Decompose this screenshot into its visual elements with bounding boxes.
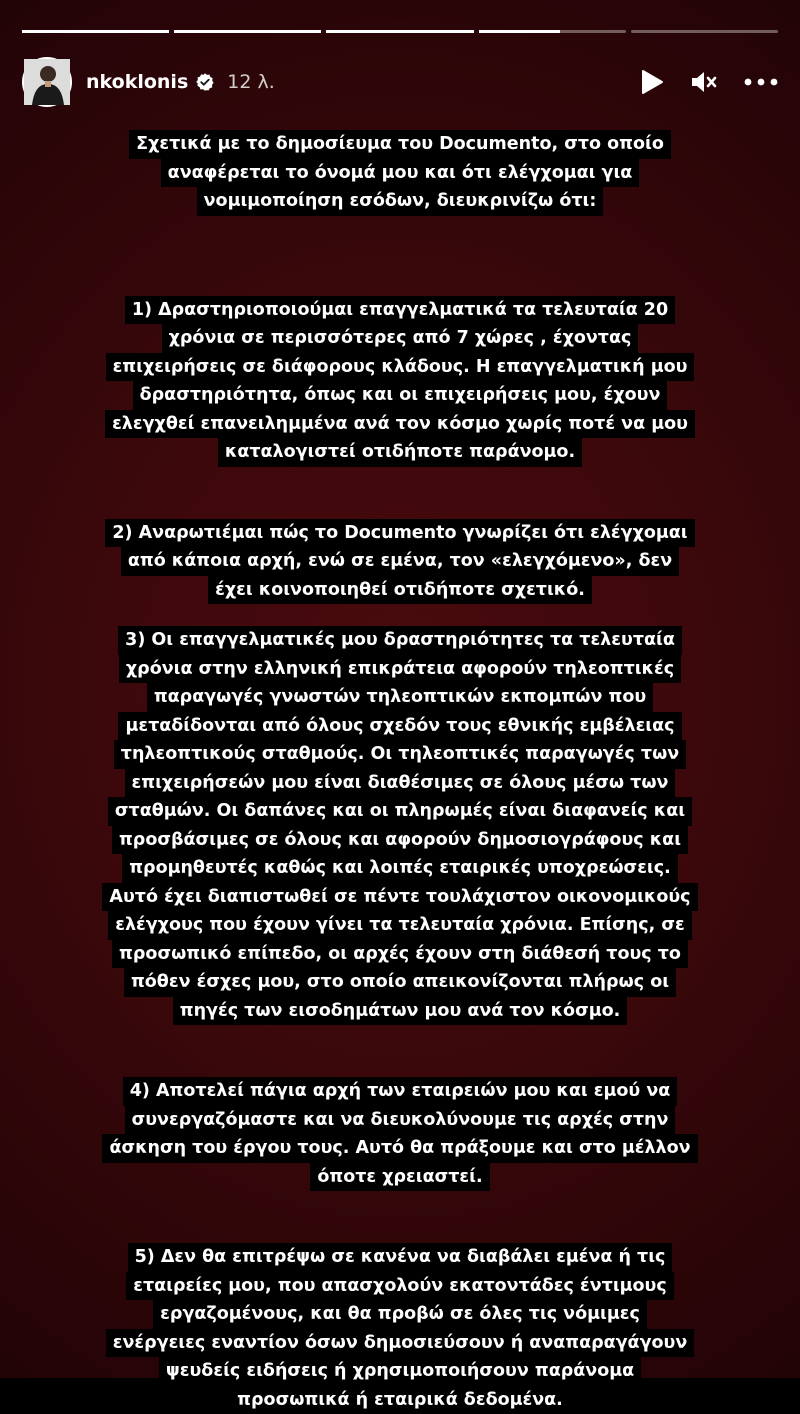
text-line: προσβάσιμες σε όλους και αφορούν δημοσιογράφους και xyxy=(112,826,688,855)
text-line: όποτε χρειαστεί. xyxy=(310,1163,489,1192)
paragraph-4 xyxy=(40,1077,760,1191)
text-line: ενέργειες εναντίον όσων δημοσιεύσουν ή αναπαραγάγουν xyxy=(106,1329,695,1358)
play-button[interactable] xyxy=(640,69,664,95)
text-line: επιχειρήσεών μου είναι διαθέσιμες σε όλους μέσω των xyxy=(125,769,676,798)
progress-segment xyxy=(326,30,473,33)
text-line: συνεργαζόμαστε και να διευκολύνουμε τις αρχές στην xyxy=(125,1106,676,1135)
text-line: εργαζομένους, και θα προβώ σε όλες τις νόμιμες xyxy=(153,1300,647,1329)
mute-button[interactable] xyxy=(690,69,718,95)
text-line: προσωπικό επίπεδο, οι αρχές έχουν στη διάθεσή τους το xyxy=(112,940,688,969)
paragraph-5 xyxy=(40,1243,760,1414)
text-line: μεταδίδονται από όλους σχεδόν τους εθνικής εμβέλειας xyxy=(118,712,681,741)
text-line: πόθεν έσχες μου, στο οποίο απεικονίζονται πλήρως οι xyxy=(124,968,676,997)
text-line: χρόνια σε περισσότερες από 7 χώρες , έχοντας xyxy=(162,324,639,353)
text-line: νομιμοποίηση εσόδων, διευκρινίζω ότι: xyxy=(197,187,604,216)
paragraph-intro xyxy=(40,130,760,216)
text-line: 3) Οι επαγγελματικές μου δραστηριότητες τα τελευταία xyxy=(118,626,682,655)
statement-text xyxy=(40,126,760,1414)
text-line: ψευδείς ειδήσεις ή χρησιμοποιήσουν παράνομα xyxy=(159,1357,641,1386)
text-line: προμηθευτές καθώς και λοιπές εταιρικές υποχρεώσεις. xyxy=(122,854,678,883)
text-line: δραστηριότητα, όπως και οι επιχειρήσεις μου, έχουν xyxy=(133,381,668,410)
paragraph-1 xyxy=(40,296,760,467)
story-header xyxy=(22,56,778,108)
text-line: πηγές των εισοδημάτων μου ανά τον κόσμο. xyxy=(173,997,628,1026)
text-line: ελεγχθεί επανειλημμένα ανά τον κόσμο χωρίς ποτέ να μου xyxy=(105,410,695,439)
paragraph-3 xyxy=(40,626,760,1025)
more-options-button[interactable] xyxy=(744,78,778,86)
text-line: 1) Δραστηριοποιούμαι επαγγελματικά τα τελευταία 20 xyxy=(125,296,675,325)
text-line: σταθμών. Οι δαπάνες και οι πληρωμές είναι διαφανείς και xyxy=(108,797,692,826)
text-line: χρόνια στην ελληνική επικράτεια αφορούν τηλεοπτικές xyxy=(119,655,681,684)
progress-segment xyxy=(22,30,169,33)
post-time: 12 λ. xyxy=(227,71,275,93)
text-line: προσωπικά ή εταιρικά δεδομένα. xyxy=(230,1386,570,1414)
progress-segment xyxy=(174,30,321,33)
verified-badge-icon xyxy=(195,72,215,92)
paragraph-2 xyxy=(40,519,760,605)
text-line: 5) Δεν θα επιτρέψω σε κανένα να διαβάλει εμένα ή τις xyxy=(128,1243,673,1272)
text-line: παραγωγές γνωστών τηλεοπτικών εκπομπών που xyxy=(147,683,653,712)
text-line: Σχετικά με το δημοσίευμα του Documento, στο οποίο xyxy=(129,130,671,159)
progress-segment-current xyxy=(479,30,626,33)
avatar[interactable] xyxy=(22,57,72,107)
text-line: 2) Αναρωτιέμαι πώς το Documento γνωρίζει ότι ελέγχομαι xyxy=(105,519,694,548)
story-progress-bar xyxy=(22,30,778,33)
text-line: αναφέρεται το όνομά μου και ότι ελέγχομαι για xyxy=(161,159,640,188)
story-controls xyxy=(640,69,778,95)
play-icon xyxy=(640,69,664,95)
more-options-icon xyxy=(744,78,778,86)
text-line: επιχειρήσεις σε διάφορους κλάδους. Η επαγγελματική μου xyxy=(106,353,695,382)
progress-segment xyxy=(631,30,778,33)
text-line: 4) Αποτελεί πάγια αρχή των εταιρειών μου και εμού να xyxy=(123,1077,678,1106)
text-line: τηλεοπτικούς σταθμούς. Οι τηλεοπτικές παραγωγές των xyxy=(114,740,686,769)
text-line: εταιρείες μου, που απασχολούν εκατοντάδες έντιμους xyxy=(126,1272,674,1301)
mute-icon xyxy=(690,69,718,95)
text-line: ελέγχους που έχουν γίνει τα τελευταία χρόνια. Επίσης, σε xyxy=(108,911,692,940)
username[interactable]: nkoklonis xyxy=(86,71,188,93)
text-line: από κάποια αρχή, ενώ σε εμένα, τον «ελεγχόμενο», δεν xyxy=(121,547,679,576)
text-line: έχει κοινοποιηθεί οτιδήποτε σχετικό. xyxy=(208,576,592,605)
text-line: άσκηση του έργου τους. Αυτό θα πράξουμε και στο μέλλον xyxy=(102,1134,697,1163)
text-line: Αυτό έχει διαπιστωθεί σε πέντε τουλάχιστον οικονομικούς xyxy=(102,883,697,912)
text-line: καταλογιστεί οτιδήποτε παράνομο. xyxy=(218,438,582,467)
